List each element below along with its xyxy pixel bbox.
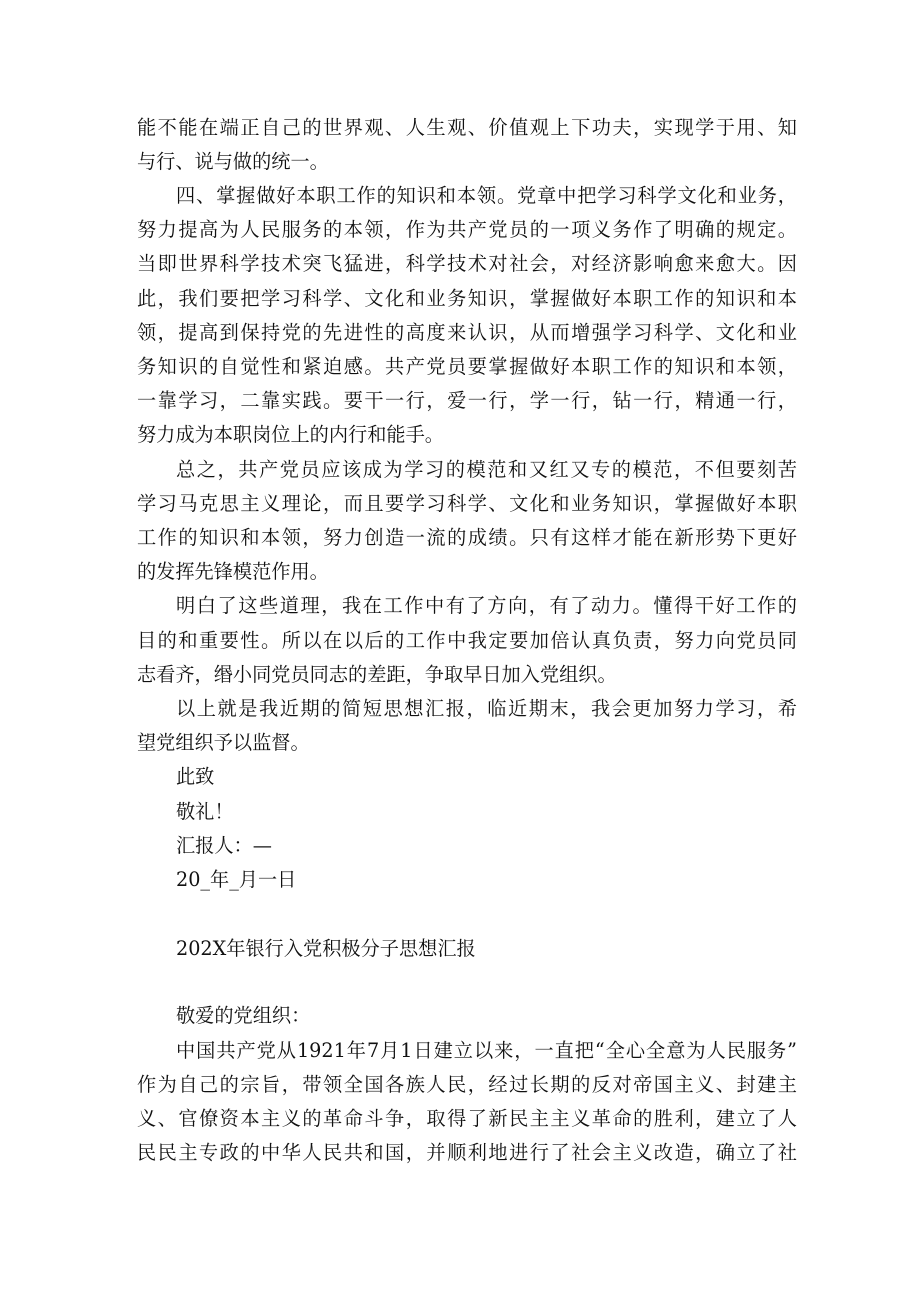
closing-regards: 敬礼！ bbox=[176, 800, 234, 823]
paragraph-line: 能不能在端正自己的世界观、人生观、价值观上下功夫，实现学于用、知 bbox=[137, 116, 797, 139]
paragraph-line: 总之，共产党员应该成为学习的模范和又红又专的模范，不但要刻苦 bbox=[176, 458, 797, 481]
paragraph-line: 义、官僚资本主义的革命斗争，取得了新民主主义革命的胜利，建立了人 bbox=[137, 1107, 797, 1130]
paragraph-line: 四、掌握做好本职工作的知识和本领。党章中把学习科学文化和业务， bbox=[176, 184, 797, 207]
paragraph-line: 工作的知识和本领，努力创造一流的成绩。只有这样才能在新形势下更好 bbox=[137, 526, 797, 549]
paragraph-line: 努力提高为人民服务的本领，作为共产党员的一项义务作了明确的规定。 bbox=[137, 218, 797, 241]
paragraph-line: 明白了这些道理，我在工作中有了方向，有了动力。懂得干好工作的 bbox=[176, 594, 797, 617]
paragraph-line: 志看齐，缗小同党员同志的差距，争取早日加入党组织。 bbox=[137, 663, 617, 686]
paragraph-line: 学习马克思主义理论，而且要学习科学、文化和业务知识，掌握做好本职 bbox=[137, 492, 797, 515]
paragraph-line: 一靠学习，二靠实践。要干一行，爱一行，学一行，钻一行，精通一行， bbox=[137, 389, 797, 412]
paragraph-line: 作为自己的宗旨，带领全国各族人民，经过长期的反对帝国主义、封建主 bbox=[137, 1073, 797, 1096]
paragraph-line: 望党组织予以监督。 bbox=[137, 731, 310, 754]
paragraph-line: 与行、说与做的统一。 bbox=[137, 150, 329, 173]
reporter-signature: 汇报人：— bbox=[176, 834, 272, 857]
closing-salutation: 此致 bbox=[176, 765, 215, 788]
paragraph-line: 务知识的自觉性和紧迫感。共产党员要掌握做好本职工作的知识和本领， bbox=[137, 355, 797, 378]
greeting: 敬爱的党组织： bbox=[176, 1004, 311, 1027]
paragraph-line: 努力成为本职岗位上的内行和能手。 bbox=[137, 423, 444, 446]
article-title: 202X年银行入党积极分子思想汇报 bbox=[176, 937, 476, 960]
paragraph-line: 此，我们要把学习科学、文化和业务知识，掌握做好本职工作的知识和本 bbox=[137, 287, 797, 310]
paragraph-line: 民民主专政的中华人民共和国，并顺利地进行了社会主义改造，确立了社 bbox=[137, 1141, 797, 1164]
paragraph-line: 目的和重要性。所以在以后的工作中我定要加倍认真负责，努力向党员同 bbox=[137, 629, 797, 652]
paragraph-line: 当即世界科学技术突飞猛进，科学技术对社会，对经济影响愈来愈大。因 bbox=[137, 252, 797, 275]
report-date: 20_年_月一日 bbox=[176, 868, 297, 891]
paragraph-line: 的发挥先锋模范作用。 bbox=[137, 560, 329, 583]
paragraph-line: 以上就是我近期的简短思想汇报，临近期末，我会更加努力学习，希 bbox=[176, 697, 797, 720]
paragraph-line: 领，提高到保持党的先进性的高度来认识，从而增强学习科学、文化和业 bbox=[137, 321, 797, 344]
paragraph-line: 中国共产党从1921年7月1日建立以来，一直把“全心全意为人民服务” bbox=[176, 1039, 797, 1062]
